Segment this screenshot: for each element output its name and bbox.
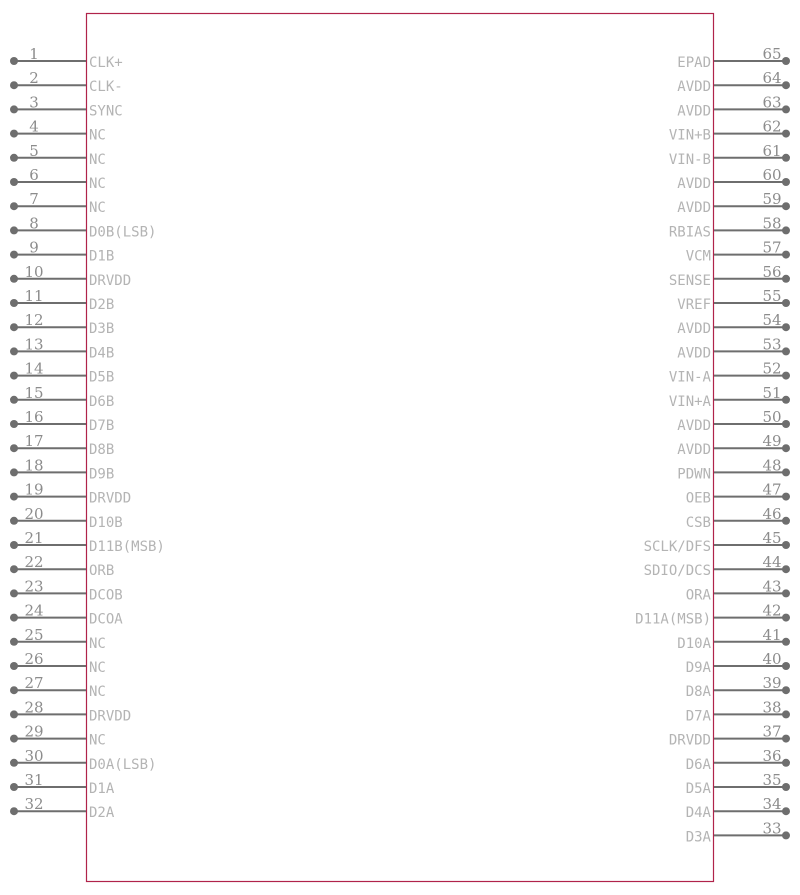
pin-number: 60 — [762, 166, 782, 184]
pin-endpoint-dot — [10, 372, 18, 380]
pin-name: VIN+A — [668, 393, 711, 410]
pin-endpoint-dot — [782, 589, 790, 597]
pin-left-21 — [10, 529, 165, 555]
pin-number: 31 — [24, 771, 44, 789]
pin-right-55 — [677, 287, 790, 313]
pin-right-52 — [669, 360, 790, 386]
pin-name: DRVDD — [89, 490, 132, 507]
pin-endpoint-dot — [782, 251, 790, 259]
pin-left-28 — [10, 698, 131, 724]
pin-endpoint-dot — [10, 347, 18, 355]
pin-number: 32 — [24, 795, 44, 814]
pin-endpoint-dot — [10, 57, 18, 65]
pin-number: 24 — [24, 601, 44, 620]
pin-right-62 — [669, 118, 790, 144]
pin-name: CSB — [685, 514, 711, 531]
pin-endpoint-dot — [10, 299, 18, 307]
pin-right-48 — [677, 456, 790, 482]
pin-endpoint-dot — [782, 614, 790, 622]
pin-name: SCLK/DFS — [643, 539, 711, 555]
pin-right-49 — [677, 432, 790, 458]
pin-left-29 — [10, 723, 106, 749]
pin-left-17 — [10, 432, 114, 458]
pin-right-42 — [635, 602, 790, 628]
pin-left-10 — [10, 263, 131, 289]
pin-name: D11A(MSB) — [635, 611, 711, 628]
pin-right-50 — [677, 408, 790, 434]
pin-left-30 — [10, 747, 156, 773]
pin-name: D4A — [685, 805, 711, 822]
pin-left-23 — [10, 577, 123, 603]
pin-name: AVDD — [677, 103, 711, 120]
pin-endpoint-dot — [10, 178, 18, 186]
pin-name: D2B — [89, 297, 115, 313]
pin-left-1 — [10, 45, 123, 71]
pin-name: D3B — [89, 321, 115, 338]
pin-number: 38 — [762, 698, 782, 717]
pin-left-31 — [10, 771, 115, 797]
pin-number: 39 — [762, 674, 782, 693]
pin-number: 14 — [24, 359, 44, 378]
pin-number: 18 — [24, 456, 44, 475]
pin-endpoint-dot — [782, 57, 790, 65]
pin-endpoint-dot — [782, 178, 790, 186]
pin-left-26 — [10, 650, 106, 676]
pin-number: 34 — [762, 795, 782, 814]
pin-number: 54 — [762, 311, 782, 330]
pin-left-18 — [10, 456, 114, 482]
pin-number: 2 — [29, 69, 39, 88]
pin-endpoint-dot — [782, 565, 790, 573]
pin-number: 28 — [24, 698, 44, 717]
pin-number: 43 — [762, 577, 782, 596]
pin-number: 33 — [762, 819, 782, 838]
pin-right-39 — [686, 674, 790, 700]
pin-name: DCOB — [89, 587, 123, 604]
pin-number: 40 — [762, 650, 782, 668]
pin-number: 13 — [24, 335, 44, 354]
pin-number: 10 — [24, 262, 44, 281]
pin-left-8 — [10, 214, 156, 240]
pin-left-15 — [10, 384, 114, 410]
pin-number: 50 — [762, 408, 782, 426]
pin-right-40 — [686, 650, 790, 676]
pin-number: 16 — [24, 408, 44, 426]
pin-right-53 — [677, 335, 790, 361]
pin-endpoint-dot — [10, 468, 18, 476]
pin-endpoint-dot — [782, 493, 790, 501]
pin-name: DCOA — [89, 611, 123, 628]
pin-number: 64 — [762, 69, 782, 88]
pin-number: 23 — [24, 577, 44, 596]
pin-number: 52 — [762, 359, 782, 378]
left-pin-group — [10, 45, 165, 821]
pin-endpoint-dot — [782, 686, 790, 694]
pin-name: AVDD — [677, 442, 711, 459]
pin-name: DRVDD — [668, 732, 711, 749]
pin-number: 5 — [29, 141, 39, 160]
right-pin-group — [635, 45, 790, 845]
pin-endpoint-dot — [10, 493, 18, 501]
pin-endpoint-dot — [782, 105, 790, 113]
pin-endpoint-dot — [10, 323, 18, 331]
pin-name: VIN+B — [668, 127, 711, 144]
pin-endpoint-dot — [782, 517, 790, 525]
pin-left-16 — [10, 408, 114, 434]
pin-name: AVDD — [677, 176, 711, 192]
pin-number: 51 — [762, 383, 782, 402]
pin-endpoint-dot — [782, 275, 790, 283]
pin-right-51 — [669, 384, 790, 410]
pin-number: 59 — [762, 190, 782, 209]
pin-number: 30 — [24, 746, 44, 765]
pin-name: D3A — [685, 829, 711, 846]
pin-name: D11B(MSB) — [89, 539, 165, 555]
pin-right-46 — [686, 505, 790, 531]
pin-name: SDIO/DCS — [643, 563, 711, 580]
pin-name: D6A — [685, 756, 711, 773]
pin-endpoint-dot — [10, 396, 18, 404]
pin-endpoint-dot — [10, 154, 18, 162]
pin-name: D0B(LSB) — [89, 224, 157, 241]
pin-name: NC — [89, 127, 106, 144]
pin-name: D4B — [89, 345, 115, 362]
pin-endpoint-dot — [10, 202, 18, 210]
pin-endpoint-dot — [10, 565, 18, 573]
pin-number: 21 — [24, 529, 44, 547]
pin-number: 45 — [762, 529, 782, 547]
pin-name: NC — [89, 176, 106, 192]
pin-name: D8B — [89, 442, 115, 459]
pin-name: D9B — [89, 466, 115, 483]
pin-name: EPAD — [677, 55, 711, 71]
pin-right-33 — [686, 819, 790, 845]
pin-left-32 — [10, 795, 115, 821]
pin-endpoint-dot — [10, 420, 18, 428]
pin-number: 7 — [29, 190, 39, 209]
pin-name: PDWN — [677, 466, 711, 483]
pin-name: D6B — [89, 393, 115, 410]
pin-endpoint-dot — [10, 614, 18, 622]
pin-left-12 — [10, 311, 114, 337]
pin-left-4 — [10, 118, 106, 144]
pin-number: 61 — [762, 141, 782, 160]
pin-endpoint-dot — [10, 130, 18, 138]
pin-number: 29 — [24, 722, 44, 741]
pin-endpoint-dot — [10, 444, 18, 452]
pin-right-59 — [677, 190, 790, 216]
pin-name: D5A — [685, 781, 711, 797]
pin-name: NC — [89, 684, 106, 701]
pin-name: D0A(LSB) — [89, 756, 157, 773]
pin-right-54 — [677, 311, 790, 337]
pin-endpoint-dot — [10, 783, 18, 791]
pin-name: D1A — [89, 781, 115, 797]
pin-right-60 — [677, 166, 790, 192]
pin-number: 12 — [24, 311, 44, 330]
pin-endpoint-dot — [10, 105, 18, 113]
pin-number: 41 — [762, 625, 782, 644]
pin-left-5 — [10, 142, 106, 168]
pin-number: 1 — [29, 45, 39, 63]
pin-number: 9 — [29, 238, 39, 257]
pin-name: AVDD — [677, 200, 711, 217]
pin-number: 47 — [762, 480, 782, 499]
pin-endpoint-dot — [10, 251, 18, 259]
pin-name: RBIAS — [668, 224, 711, 241]
pin-left-3 — [10, 93, 123, 119]
pin-name: D7B — [89, 418, 115, 434]
pin-endpoint-dot — [782, 154, 790, 162]
pin-right-34 — [686, 795, 790, 821]
pin-name: D9A — [685, 660, 711, 676]
pin-name: SYNC — [89, 103, 123, 120]
pin-number: 42 — [762, 601, 782, 620]
pin-left-6 — [10, 166, 106, 192]
pin-endpoint-dot — [10, 807, 18, 815]
pin-endpoint-dot — [10, 759, 18, 767]
pin-number: 44 — [762, 553, 782, 572]
pin-name: D10A — [677, 635, 711, 652]
pin-name: AVDD — [677, 79, 711, 96]
pin-number: 37 — [762, 722, 782, 741]
pin-number: 25 — [24, 625, 44, 644]
pin-endpoint-dot — [782, 299, 790, 307]
pin-left-13 — [10, 335, 114, 361]
pin-right-56 — [669, 263, 790, 289]
pin-left-22 — [10, 553, 114, 579]
pin-right-37 — [669, 723, 790, 749]
pin-number: 36 — [762, 746, 782, 765]
pin-name: SENSE — [668, 272, 711, 289]
pin-endpoint-dot — [10, 735, 18, 743]
pin-name: D8A — [685, 684, 711, 701]
pin-name: VIN-A — [668, 369, 711, 386]
pin-left-19 — [10, 481, 131, 507]
pin-number: 20 — [24, 504, 44, 523]
pin-endpoint-dot — [782, 662, 790, 670]
pin-number: 6 — [29, 166, 39, 184]
pin-number: 17 — [24, 432, 44, 451]
ic-body-outline — [87, 14, 714, 882]
pin-name: D5B — [89, 369, 115, 386]
pin-left-27 — [10, 674, 106, 700]
pin-endpoint-dot — [782, 783, 790, 791]
pin-number: 65 — [762, 45, 782, 63]
pin-name: D1B — [89, 248, 115, 265]
pin-name: NC — [89, 635, 106, 652]
pin-endpoint-dot — [782, 347, 790, 355]
pin-endpoint-dot — [782, 226, 790, 234]
pin-number: 56 — [762, 262, 782, 281]
pin-endpoint-dot — [782, 396, 790, 404]
pin-left-24 — [10, 602, 123, 628]
pin-endpoint-dot — [10, 662, 18, 670]
pin-endpoint-dot — [10, 226, 18, 234]
pin-name: NC — [89, 151, 106, 168]
pin-endpoint-dot — [10, 589, 18, 597]
pin-name: OEB — [685, 490, 711, 507]
pin-number: 15 — [24, 383, 44, 402]
pin-endpoint-dot — [782, 444, 790, 452]
pin-number: 63 — [762, 93, 782, 112]
pin-number: 48 — [762, 456, 782, 475]
pin-right-35 — [686, 771, 790, 797]
pin-endpoint-dot — [782, 81, 790, 89]
pin-endpoint-dot — [782, 420, 790, 428]
pin-right-38 — [686, 698, 790, 724]
pin-name: VREF — [677, 297, 711, 313]
pin-endpoint-dot — [10, 638, 18, 646]
pin-right-61 — [669, 142, 790, 168]
pin-endpoint-dot — [10, 541, 18, 549]
pin-endpoint-dot — [10, 710, 18, 718]
pin-left-20 — [10, 505, 123, 531]
pin-name: NC — [89, 732, 106, 749]
pin-number: 49 — [762, 432, 782, 451]
pin-name: NC — [89, 200, 106, 217]
pin-left-25 — [10, 626, 106, 652]
pin-left-7 — [10, 190, 106, 216]
pin-number: 53 — [762, 335, 782, 354]
pin-left-9 — [10, 239, 114, 265]
pin-name: D2A — [89, 805, 115, 822]
pin-name: ORA — [685, 587, 711, 604]
pin-endpoint-dot — [10, 686, 18, 694]
pin-left-2 — [10, 69, 123, 95]
pin-name: AVDD — [677, 418, 711, 434]
pin-right-58 — [669, 214, 790, 240]
pin-right-65 — [677, 45, 790, 71]
pin-number: 27 — [24, 674, 44, 693]
pin-number: 3 — [29, 93, 39, 112]
pin-number: 62 — [762, 117, 782, 136]
pin-endpoint-dot — [782, 710, 790, 718]
pin-endpoint-dot — [782, 541, 790, 549]
pin-right-41 — [677, 626, 790, 652]
pin-endpoint-dot — [782, 468, 790, 476]
pin-name: NC — [89, 660, 106, 676]
pin-number: 35 — [762, 771, 782, 789]
pin-endpoint-dot — [782, 759, 790, 767]
pin-name: AVDD — [677, 321, 711, 338]
pin-endpoint-dot — [782, 807, 790, 815]
pin-name: VIN-B — [668, 151, 711, 168]
pin-endpoint-dot — [782, 323, 790, 331]
pin-endpoint-dot — [782, 638, 790, 646]
pin-number: 26 — [24, 650, 44, 668]
pin-number: 46 — [762, 504, 782, 523]
pin-name: D10B — [89, 514, 123, 531]
pin-endpoint-dot — [782, 130, 790, 138]
pin-endpoint-dot — [10, 275, 18, 283]
pin-right-44 — [644, 553, 790, 579]
pin-left-11 — [10, 287, 114, 313]
pin-right-47 — [686, 481, 790, 507]
pin-endpoint-dot — [782, 372, 790, 380]
pin-right-57 — [686, 239, 790, 265]
pin-endpoint-dot — [10, 517, 18, 525]
pin-number: 8 — [29, 214, 39, 233]
pin-number: 11 — [24, 287, 44, 305]
pin-number: 19 — [24, 480, 44, 499]
pin-number: 55 — [762, 287, 782, 305]
pin-right-45 — [644, 529, 790, 555]
pin-number: 58 — [762, 214, 782, 233]
pin-endpoint-dot — [10, 81, 18, 89]
pin-right-43 — [686, 577, 790, 603]
pin-number: 57 — [762, 238, 782, 257]
pin-name: CLK- — [89, 79, 123, 96]
pin-left-14 — [10, 360, 114, 386]
pin-right-63 — [677, 93, 790, 119]
pin-endpoint-dot — [782, 202, 790, 210]
pin-name: DRVDD — [89, 708, 132, 725]
pin-endpoint-dot — [782, 735, 790, 743]
pin-name: ORB — [89, 563, 115, 580]
pin-endpoint-dot — [782, 831, 790, 839]
pin-name: DRVDD — [89, 272, 132, 289]
pin-name: D7A — [685, 708, 711, 725]
pin-number: 4 — [29, 117, 39, 136]
pin-name: AVDD — [677, 345, 711, 362]
pin-name: CLK+ — [89, 55, 123, 71]
pin-right-36 — [686, 747, 790, 773]
pin-name: VCM — [685, 248, 711, 265]
pin-number: 22 — [24, 553, 44, 572]
pin-right-64 — [677, 69, 790, 95]
